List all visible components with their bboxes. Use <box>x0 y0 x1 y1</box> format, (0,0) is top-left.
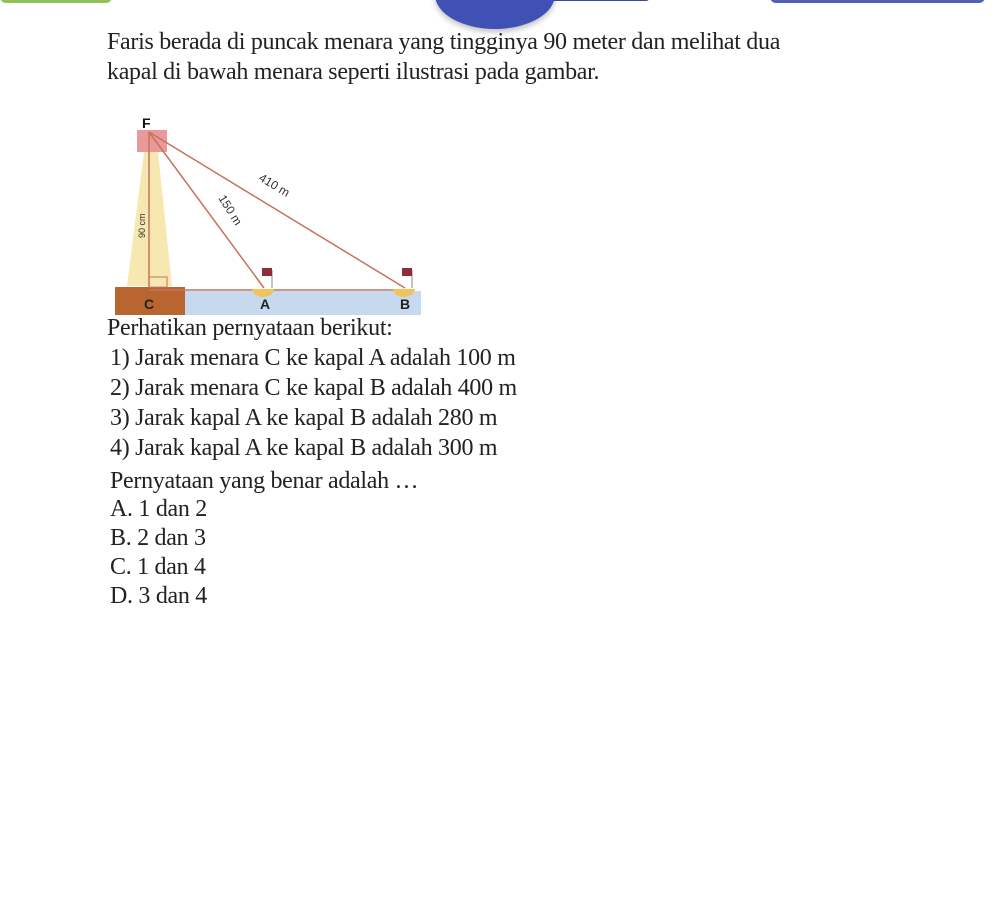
option-b[interactable]: B. 2 dan 3 <box>110 525 206 551</box>
tower-ships-diagram <box>100 110 430 320</box>
line-fb <box>149 132 405 288</box>
height-label: 90 cm <box>137 213 147 238</box>
statement-1: 1) Jarak menara C ke kapal A adalah 100 m <box>110 345 516 371</box>
label-f: F <box>142 115 151 131</box>
dark-tab[interactable] <box>545 0 650 1</box>
statement-3: 3) Jarak kapal A ke kapal B adalah 280 m <box>110 405 498 431</box>
label-b: B <box>400 296 411 312</box>
option-d[interactable]: D. 3 dan 4 <box>110 583 207 609</box>
green-tab[interactable] <box>0 0 112 3</box>
blue-circle-button[interactable] <box>435 0 555 29</box>
fa-label: 150 m <box>215 192 246 228</box>
label-a: A <box>260 296 271 312</box>
question-intro-line1: Faris berada di puncak menara yang tingginya 90 meter dan melihat dua <box>107 29 781 55</box>
flag-b-icon <box>402 268 412 276</box>
fb-label: 410 m <box>256 170 293 200</box>
question-intro-line2: kapal di bawah menara seperti ilustrasi pada gambar. <box>107 59 600 85</box>
option-a[interactable]: A. 1 dan 2 <box>110 496 207 522</box>
option-c[interactable]: C. 1 dan 4 <box>110 554 206 580</box>
flag-a-icon <box>262 268 272 276</box>
statement-2: 2) Jarak menara C ke kapal B adalah 400 m <box>110 375 517 401</box>
statements-heading: Perhatikan pernyataan berikut: <box>107 315 393 341</box>
statement-4: 4) Jarak kapal A ke kapal B adalah 300 m <box>110 435 498 461</box>
label-c: C <box>144 296 155 312</box>
blue-tab[interactable] <box>770 0 985 3</box>
question-prompt: Pernyataan yang benar adalah … <box>110 468 419 494</box>
water <box>185 291 421 315</box>
